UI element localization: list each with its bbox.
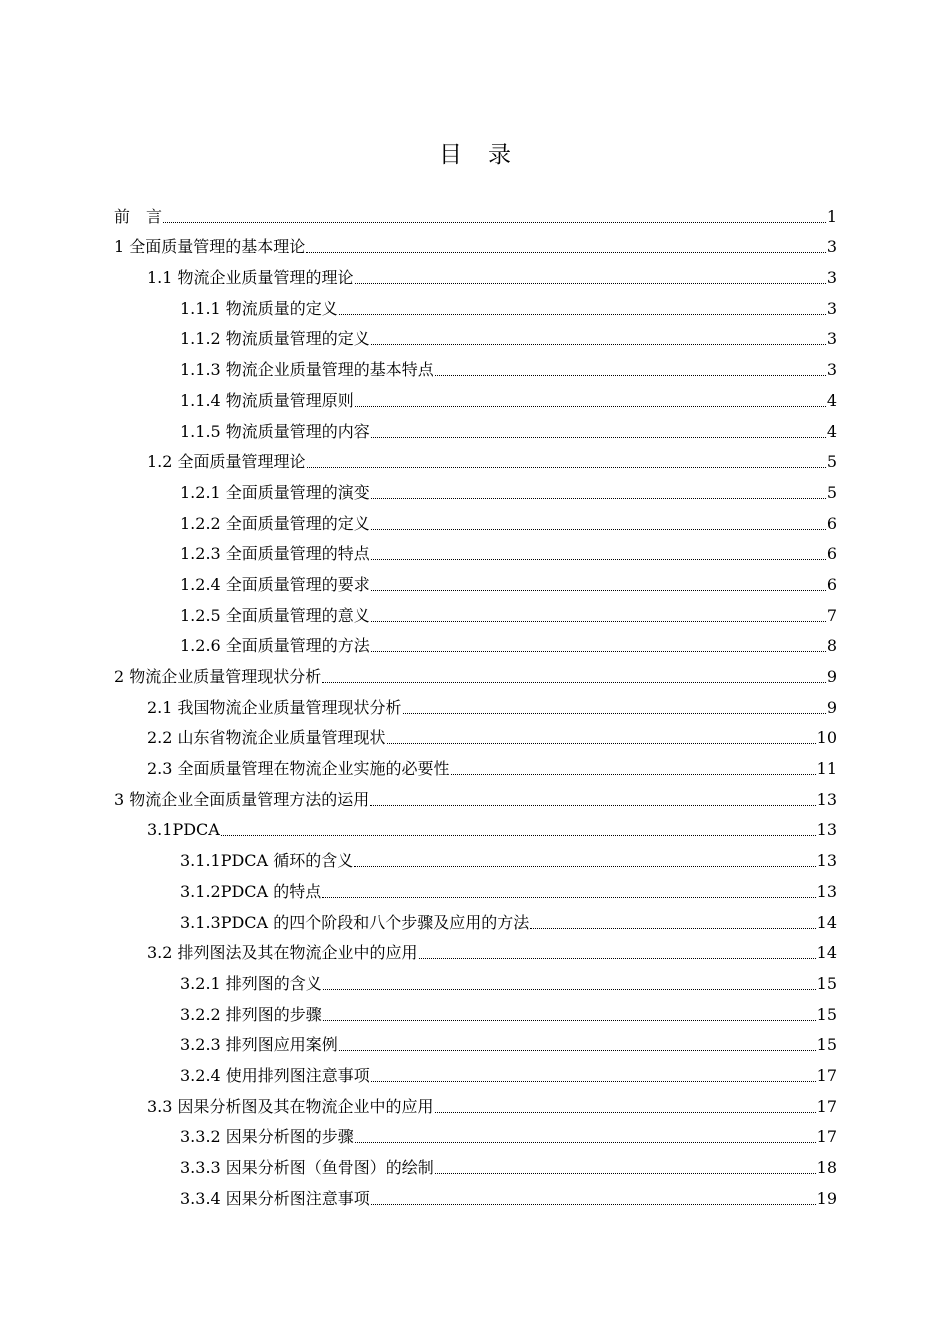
toc-title-char-2: 录 — [488, 142, 511, 168]
toc-entry[interactable] — [114, 1057, 837, 1088]
toc-entry[interactable] — [114, 842, 837, 873]
toc-entry-label: 3.1.3PDCA 的四个阶段和八个步骤及应用的方法 — [180, 912, 530, 932]
toc-dot-leader — [371, 1081, 816, 1082]
toc-entry-label: 3.2.4 使用排列图注意事项 — [180, 1065, 370, 1085]
toc-entry-label: 前 言 — [114, 206, 163, 226]
toc-dot-leader — [371, 437, 826, 438]
toc-entry-page-number: 3 — [826, 268, 837, 288]
toc-entry-label: 3.2.3 排列图应用案例 — [180, 1035, 338, 1055]
toc-title — [0, 136, 950, 169]
toc-dot-leader — [355, 1142, 816, 1143]
toc-entry-page-number: 5 — [826, 482, 837, 502]
toc-entry[interactable] — [114, 290, 837, 321]
toc-dot-leader — [339, 1050, 816, 1051]
toc-entry[interactable] — [114, 812, 837, 843]
toc-entry-label: 3.1.2PDCA 的特点 — [180, 881, 322, 901]
toc-entry-page-number: 18 — [816, 1158, 837, 1177]
toc-dot-leader — [530, 928, 815, 929]
toc-entry[interactable] — [114, 658, 837, 689]
toc-entry-label: 1.1.1 物流质量的定义 — [180, 298, 338, 318]
toc-dot-leader — [323, 989, 816, 990]
toc-entry-page-number: 6 — [826, 544, 837, 564]
toc-entry-page-number: 13 — [816, 789, 837, 809]
toc-dot-leader — [371, 498, 826, 499]
toc-dot-leader — [371, 590, 826, 591]
toc-entry-page-number: 8 — [826, 636, 837, 656]
toc-dot-leader — [306, 252, 826, 253]
toc-entry-label: 1.2.2 全面质量管理的定义 — [180, 513, 370, 533]
toc-entry[interactable] — [114, 597, 837, 628]
toc-dot-leader — [371, 559, 826, 560]
toc-entry[interactable] — [114, 413, 837, 444]
toc-dot-leader — [322, 897, 815, 898]
toc-title-char-1: 目 — [439, 142, 462, 168]
toc-entry-page-number: 3 — [826, 298, 837, 318]
toc-dot-leader — [371, 529, 826, 530]
toc-entry-label: 1.1.5 物流质量管理的内容 — [180, 421, 370, 441]
toc-dot-leader — [451, 774, 816, 775]
toc-entry-label: 3.1PDCA — [147, 820, 220, 840]
toc-entry-page-number: 13 — [816, 851, 837, 871]
toc-entry[interactable] — [114, 536, 837, 567]
toc-entry[interactable] — [114, 321, 837, 352]
toc-dot-leader — [419, 958, 816, 959]
toc-entry-label: 3 物流企业全面质量管理方法的运用 — [114, 789, 370, 809]
toc-entry[interactable] — [114, 259, 837, 290]
toc-entry-label: 1.1 物流企业质量管理的理论 — [147, 268, 354, 288]
toc-entry-label: 1.2.3 全面质量管理的特点 — [180, 544, 370, 564]
toc-entry-label: 1.1.4 物流质量管理原则 — [180, 390, 354, 410]
toc-dot-leader — [307, 467, 826, 468]
toc-entry-page-number: 15 — [816, 1035, 837, 1055]
toc-entry[interactable] — [114, 566, 837, 597]
toc-entry[interactable] — [114, 750, 837, 781]
toc-dot-leader — [221, 835, 816, 836]
toc-entry-page-number: 4 — [826, 390, 837, 410]
toc-dot-leader — [371, 621, 826, 622]
toc-entry-label: 2 物流企业质量管理现状分析 — [114, 667, 322, 686]
toc-entry-page-number: 3 — [826, 237, 837, 257]
toc-entry[interactable] — [114, 474, 837, 505]
toc-entry-page-number: 19 — [816, 1188, 837, 1208]
toc-entry-page-number: 10 — [816, 728, 837, 748]
toc-entry-page-number: 15 — [816, 973, 837, 993]
toc-entry[interactable] — [114, 720, 837, 751]
toc-entry-page-number: 3 — [826, 329, 837, 349]
toc-entry-page-number: 17 — [816, 1127, 837, 1147]
toc-entry-page-number: 13 — [816, 881, 837, 901]
toc-dot-leader — [371, 344, 826, 345]
toc-entry[interactable] — [114, 1088, 837, 1119]
toc-entry-label: 3.3.2 因果分析图的步骤 — [180, 1127, 354, 1147]
toc-entry-label: 1.1.3 物流企业质量管理的基本特点 — [180, 360, 434, 380]
toc-entry-label: 3.1.1PDCA 循环的含义 — [180, 851, 354, 871]
toc-entry[interactable] — [114, 1027, 837, 1058]
toc-dot-leader — [371, 1204, 816, 1205]
toc-entry-label: 3.3.3 因果分析图（鱼骨图）的绘制 — [180, 1158, 434, 1177]
toc-entry[interactable] — [114, 351, 837, 382]
toc-entry-label: 3.2.2 排列图的步骤 — [180, 1004, 322, 1024]
toc-entry-page-number: 14 — [816, 943, 837, 963]
toc-entry[interactable] — [114, 1149, 837, 1180]
toc-entry-label: 3.2 排列图法及其在物流企业中的应用 — [147, 943, 418, 963]
toc-dot-leader — [371, 651, 826, 652]
toc-dot-leader — [322, 682, 826, 683]
toc-entry-page-number: 3 — [826, 360, 837, 380]
toc-entry-page-number: 17 — [816, 1065, 837, 1085]
toc-entry-page-number: 6 — [826, 574, 837, 594]
toc-entry-label: 1.1.2 物流质量管理的定义 — [180, 329, 370, 349]
toc-entry[interactable] — [114, 444, 837, 475]
toc-entry[interactable] — [114, 505, 837, 536]
toc-entry-page-number: 4 — [826, 421, 837, 441]
toc-entry[interactable] — [114, 935, 837, 966]
toc-entry-page-number: 9 — [826, 667, 837, 686]
toc-entry-page-number: 7 — [826, 605, 837, 625]
table-of-contents — [114, 198, 837, 1211]
toc-entry-page-number: 13 — [816, 820, 837, 840]
toc-entry-label: 1.2.6 全面质量管理的方法 — [180, 636, 370, 656]
toc-dot-leader — [323, 1020, 816, 1021]
toc-entry-label: 3.3.4 因果分析图注意事项 — [180, 1188, 370, 1208]
toc-entry-page-number: 9 — [826, 697, 837, 717]
toc-dot-leader — [370, 805, 815, 806]
toc-entry[interactable] — [114, 781, 837, 812]
toc-entry-label: 2.1 我国物流企业质量管理现状分析 — [147, 697, 402, 717]
toc-entry[interactable] — [114, 904, 837, 935]
toc-entry-label: 2.3 全面质量管理在物流企业实施的必要性 — [147, 759, 450, 779]
toc-dot-leader — [387, 743, 816, 744]
toc-dot-leader — [355, 283, 826, 284]
toc-dot-leader — [163, 222, 826, 223]
toc-dot-leader — [435, 375, 826, 376]
toc-dot-leader — [435, 1112, 816, 1113]
toc-entry-label: 1.2 全面质量管理理论 — [147, 452, 306, 472]
toc-entry-label: 2.2 山东省物流企业质量管理现状 — [147, 728, 386, 748]
toc-dot-leader — [355, 406, 826, 407]
toc-entry-page-number: 14 — [816, 912, 837, 932]
toc-dot-leader — [403, 713, 826, 714]
toc-entry[interactable] — [114, 1119, 837, 1150]
toc-entry[interactable] — [114, 689, 837, 720]
toc-entry-label: 1.2.4 全面质量管理的要求 — [180, 574, 370, 594]
toc-dot-leader — [354, 866, 815, 867]
toc-entry-label: 1.2.5 全面质量管理的意义 — [180, 605, 370, 625]
toc-entry[interactable] — [114, 382, 837, 413]
toc-entry[interactable] — [114, 996, 837, 1027]
toc-entry[interactable] — [114, 198, 837, 229]
toc-dot-leader — [435, 1173, 816, 1174]
toc-entry-page-number: 5 — [826, 452, 837, 472]
toc-entry[interactable] — [114, 1180, 837, 1211]
toc-entry-page-number: 6 — [826, 513, 837, 533]
toc-entry-label: 1 全面质量管理的基本理论 — [114, 237, 306, 257]
toc-entry[interactable] — [114, 229, 837, 260]
toc-entry-page-number: 17 — [816, 1096, 837, 1116]
toc-entry-label: 3.2.1 排列图的含义 — [180, 973, 322, 993]
toc-entry[interactable] — [114, 965, 837, 996]
toc-entry-label: 3.3 因果分析图及其在物流企业中的应用 — [147, 1096, 434, 1116]
toc-dot-leader — [339, 314, 826, 315]
toc-entry-page-number: 1 — [826, 206, 837, 226]
toc-entry[interactable] — [114, 873, 837, 904]
toc-entry-page-number: 11 — [816, 759, 837, 779]
toc-entry-label: 1.2.1 全面质量管理的演变 — [180, 482, 370, 502]
toc-entry-page-number: 15 — [816, 1004, 837, 1024]
toc-entry[interactable] — [114, 628, 837, 659]
